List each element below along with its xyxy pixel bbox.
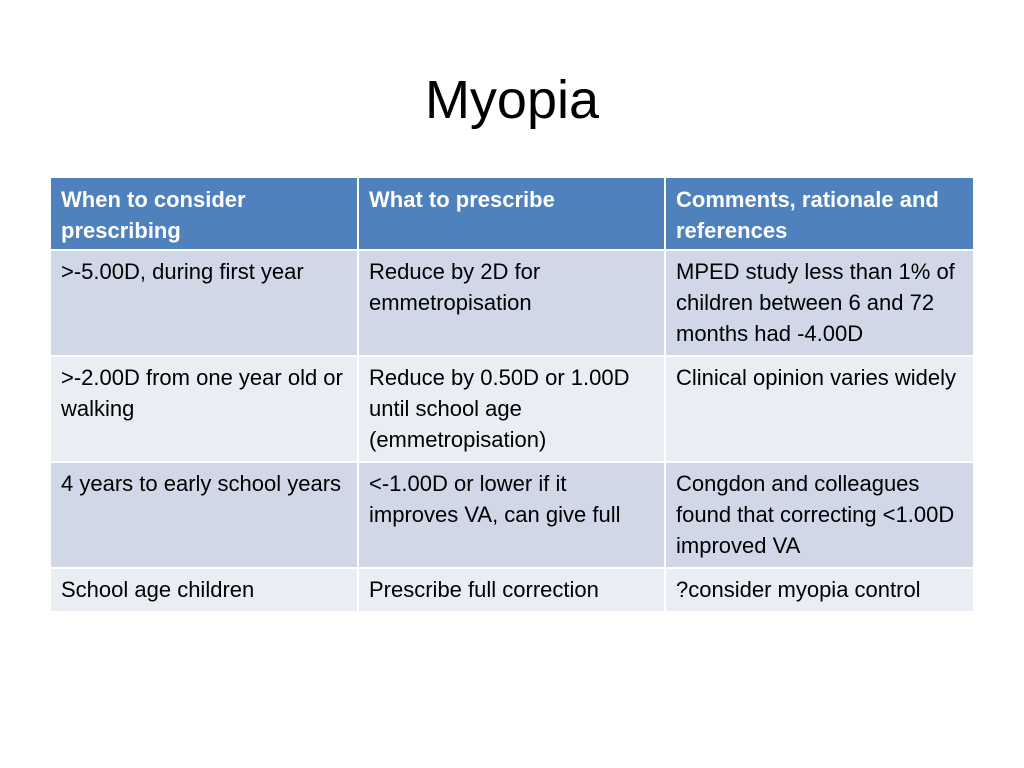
table-cell-comments: ?consider myopia control — [665, 568, 973, 611]
table-cell-comments: Clinical opinion varies widely — [665, 356, 973, 462]
table-header-row — [51, 178, 973, 250]
table-cell-when: >-5.00D, during first year — [51, 250, 358, 356]
table-cell-what: Reduce by 0.50D or 1.00D until school age (emmetropisation) — [358, 356, 665, 462]
table-cell-what: <-1.00D or lower if it improves VA, can give full — [358, 462, 665, 568]
prescribing-table — [51, 178, 973, 611]
header-when-to-consider: When to consider prescribing — [51, 178, 358, 250]
table-cell-what: Reduce by 2D for emmetropisation — [358, 250, 665, 356]
table-cell-when: 4 years to early school years — [51, 462, 358, 568]
header-comments: Comments, rationale and references — [665, 178, 973, 250]
table-cell-when: >-2.00D from one year old or walking — [51, 356, 358, 462]
table-cell-comments: Congdon and colleagues found that correcting <1.00D improved VA — [665, 462, 973, 568]
table-row — [51, 568, 973, 611]
slide-title: Myopia — [424, 70, 600, 130]
header-what-to-prescribe: What to prescribe — [358, 178, 665, 250]
table-cell-when: School age children — [51, 568, 358, 611]
table-cell-comments: MPED study less than 1% of children between 6 and 72 months had -4.00D — [665, 250, 973, 356]
table-row — [51, 356, 973, 462]
table-row — [51, 250, 973, 356]
table-row — [51, 462, 973, 568]
table-cell-what: Prescribe full correction — [358, 568, 665, 611]
